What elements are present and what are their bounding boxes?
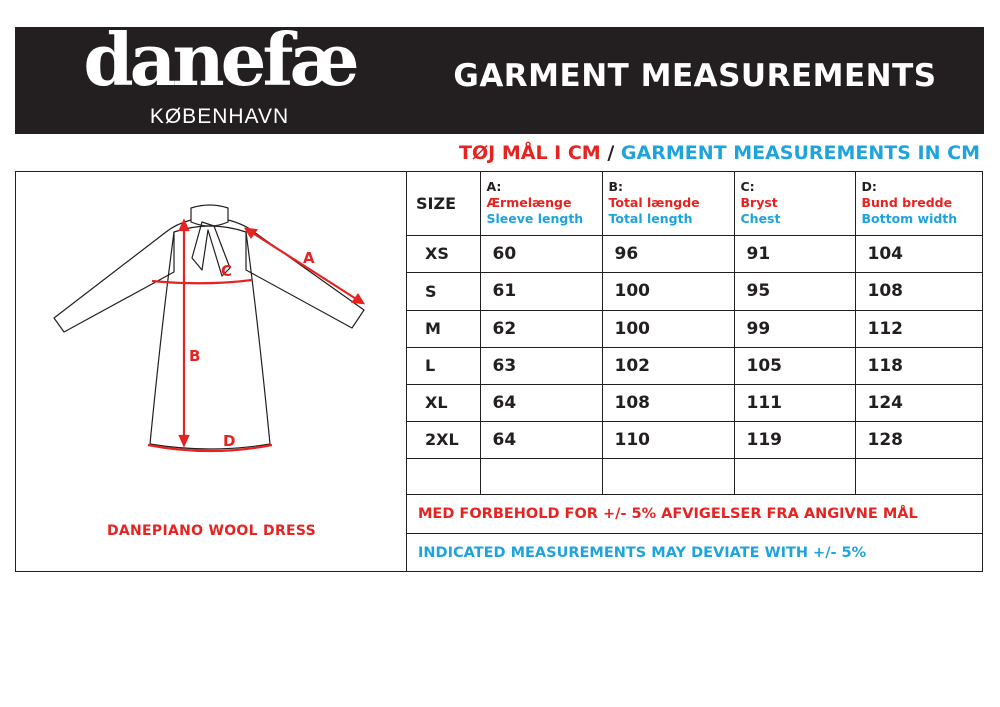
subtitle-danish: TØJ MÅL I CM xyxy=(459,142,601,164)
table-row xyxy=(407,310,982,347)
size-cell: 2XL xyxy=(407,421,480,458)
subtitle xyxy=(459,142,980,164)
value-cell: 111 xyxy=(734,384,855,421)
value-cell: 112 xyxy=(855,310,982,347)
size-cell: M xyxy=(407,310,480,347)
value-cell xyxy=(602,458,734,494)
measure-b-arrow-end xyxy=(180,436,188,445)
value-cell xyxy=(480,458,602,494)
illustration-panel xyxy=(16,172,407,571)
value-cell: 100 xyxy=(602,272,734,310)
value-cell xyxy=(855,458,982,494)
measure-a-arrow-end xyxy=(353,295,363,303)
value-cell: 64 xyxy=(480,421,602,458)
value-cell: 64 xyxy=(480,384,602,421)
table-row xyxy=(407,421,982,458)
value-cell: 124 xyxy=(855,384,982,421)
brand-name: danefæ xyxy=(83,17,356,102)
value-cell: 63 xyxy=(480,347,602,384)
subtitle-english: GARMENT MEASUREMENTS IN CM xyxy=(620,142,980,164)
size-cell: S xyxy=(407,272,480,310)
page-title: GARMENT MEASUREMENTS xyxy=(453,58,937,94)
value-cell: 118 xyxy=(855,347,982,384)
table-row xyxy=(407,272,982,310)
table-header-row xyxy=(407,172,982,235)
value-cell: 128 xyxy=(855,421,982,458)
subtitle-separator: / xyxy=(607,142,615,164)
value-cell: 95 xyxy=(734,272,855,310)
measure-a-arrow-start xyxy=(246,229,256,237)
size-header: SIZE xyxy=(407,172,480,235)
table-row xyxy=(407,235,982,272)
column-header-a: A: Ærmelænge Sleeve length xyxy=(480,172,602,235)
value-cell: 61 xyxy=(480,272,602,310)
value-cell: 108 xyxy=(855,272,982,310)
measure-b-arrow-start xyxy=(180,221,188,230)
value-cell: 91 xyxy=(734,235,855,272)
value-cell: 62 xyxy=(480,310,602,347)
table-row xyxy=(407,347,982,384)
brand-logo xyxy=(77,17,362,131)
measure-d-label: D xyxy=(223,432,236,450)
measure-c-line xyxy=(152,280,252,283)
size-cell: L xyxy=(407,347,480,384)
value-cell: 99 xyxy=(734,310,855,347)
header-banner xyxy=(15,17,984,134)
measure-b-label: B xyxy=(189,347,201,365)
size-cell xyxy=(407,458,480,494)
table-row-empty xyxy=(407,458,982,494)
measure-c-label: C xyxy=(221,262,233,280)
column-header-b: B: Total længde Total length xyxy=(602,172,734,235)
value-cell: 96 xyxy=(602,235,734,272)
size-table xyxy=(407,172,982,495)
size-cell: XL xyxy=(407,384,480,421)
table-row xyxy=(407,384,982,421)
value-cell xyxy=(734,458,855,494)
value-cell: 100 xyxy=(602,310,734,347)
measure-a-label: A xyxy=(303,249,315,267)
dress-illustration xyxy=(16,172,407,512)
dress-outline xyxy=(150,226,270,449)
value-cell: 104 xyxy=(855,235,982,272)
dress-right-sleeve xyxy=(228,220,364,328)
dress-collar xyxy=(191,205,228,226)
value-cell: 108 xyxy=(602,384,734,421)
disclaimer-english: INDICATED MEASUREMENTS MAY DEVIATE WITH +/- 5% xyxy=(407,533,982,571)
product-name: DANEPIANO WOOL DRESS xyxy=(106,523,317,539)
value-cell: 105 xyxy=(734,347,855,384)
column-header-c: C: Bryst Chest xyxy=(734,172,855,235)
measurement-frame xyxy=(15,171,983,572)
dress-left-sleeve xyxy=(54,220,191,332)
value-cell: 102 xyxy=(602,347,734,384)
column-header-d: D: Bund bredde Bottom width xyxy=(855,172,982,235)
disclaimer-danish: MED FORBEHOLD FOR +/- 5% AFVIGELSER FRA ANGIVNE MÅL xyxy=(407,494,982,533)
value-cell: 60 xyxy=(480,235,602,272)
brand-city: KØBENHAVN xyxy=(149,105,290,128)
value-cell: 110 xyxy=(602,421,734,458)
value-cell: 119 xyxy=(734,421,855,458)
size-cell: XS xyxy=(407,235,480,272)
